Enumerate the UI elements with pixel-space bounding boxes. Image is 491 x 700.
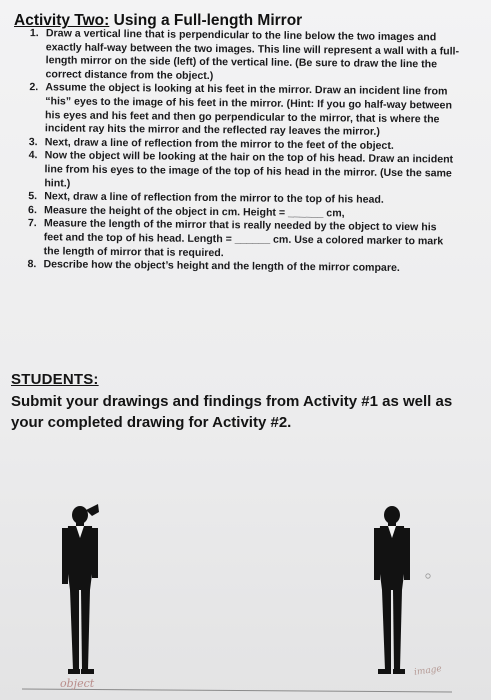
- step-text: Now the object will be looking at the hair on the top of his head. Draw an incident line from his eyes to the image of the top of his head in the mirror. (Use the same hint.): [44, 149, 454, 190]
- handwritten-object-label: object: [60, 677, 95, 690]
- instruction-list: [17, 27, 460, 276]
- step-text: Measure the height of the object in cm. Height = ______ cm,: [44, 203, 345, 220]
- step-text: Measure the length of the mirror that is really needed by the object to view his feet and the top of his head. Length = ______ cm. Use a colored marker to mark the length of mirror that is required.: [43, 217, 444, 259]
- step-text: Describe how the object’s height and the length of the mirror compare.: [43, 258, 400, 275]
- step-number: 6.: [28, 203, 37, 216]
- step-number: 2.: [29, 81, 39, 94]
- students-heading: STUDENTS:: [11, 371, 99, 388]
- pencil-dot: [426, 574, 430, 578]
- instruction-step: [19, 27, 460, 86]
- instruction-step: [19, 81, 460, 140]
- activity-title-text: Using a Full-length Mirror: [109, 12, 303, 29]
- step-number: 1.: [29, 27, 39, 40]
- step-text: Next, draw a line of reflection from the mirror to the feet of the object.: [44, 136, 394, 152]
- object-figure: [62, 504, 99, 674]
- handwritten-image-label: image: [413, 664, 443, 678]
- step-number: 3.: [28, 135, 38, 148]
- step-number: 7.: [27, 217, 37, 230]
- instruction-step: [18, 149, 458, 194]
- step-text: Draw a vertical line that is perpendicular to the line below the two images and exactly half-way between the two images. This line will represent a wall with a full-length mirror on the side (left) of the vertical line. (Be sure to draw the line the correct distance from the object.): [45, 27, 460, 82]
- students-instructions: Submit your drawings and findings from Activity #1 as well as your completed drawing for Activity #2.: [11, 393, 453, 431]
- step-text: Next, draw a line of reflection from the mirror to the top of his head.: [44, 190, 384, 206]
- step-number: 5.: [28, 190, 38, 203]
- step-number: 4.: [28, 149, 38, 162]
- activity-title-label: Activity Two:: [14, 12, 110, 29]
- step-number: 8.: [27, 258, 37, 271]
- image-figure: [374, 506, 410, 674]
- instruction-step: [18, 217, 458, 262]
- step-text: Assume the object is looking at his feet in the mirror. Draw an incident line from “his” eyes to the image of his feet in the mirror. (Hint: If you go half-way between his eyes and his feet and then go perpendicular to the mirror, that is where the incident ray hits the mirror and the reflected ray leaves the mirror.): [44, 81, 453, 138]
